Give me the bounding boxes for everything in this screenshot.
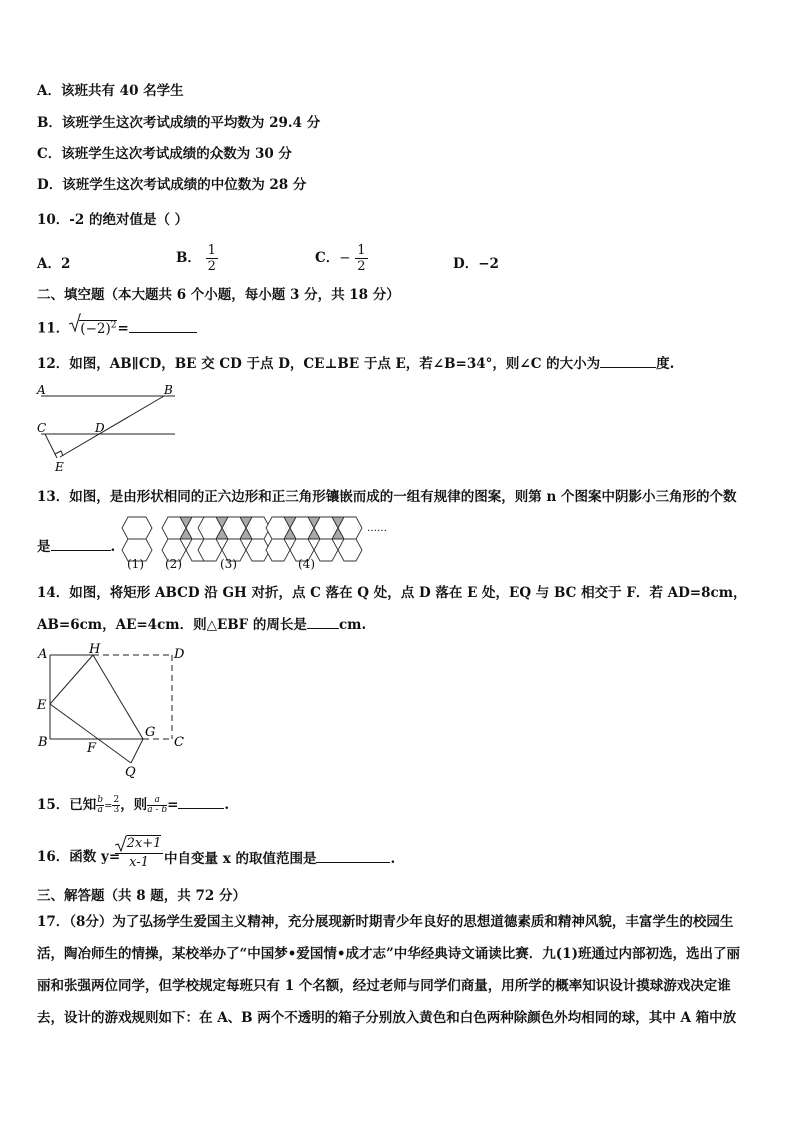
radicand-exponent: 2 (110, 320, 117, 330)
q16-rest (164, 848, 395, 868)
q10-option-b (176, 243, 218, 274)
q13-line2-tail: . (110, 539, 116, 555)
q16-head: 16．函数 y= (37, 849, 121, 865)
q16-tail: 中自变量 x 的取值范围是 (164, 851, 317, 867)
fraction-denominator: 3 (113, 805, 120, 815)
segment-eh (50, 655, 93, 704)
q15-tail: . (224, 797, 230, 813)
label-a: A (38, 647, 48, 662)
q9-option-c: C．该班学生这次考试成绩的众数为 30 分 (37, 146, 292, 162)
q14-text: 14．如图，将矩形 ABCD 沿 GH 对折，点 C 落在 Q 处，点 D 落在 E 处，EQ 与 BC 相交于 F．若 AD=8cm， (37, 585, 747, 601)
q15-answer-blank[interactable] (178, 794, 224, 809)
label-c: C (37, 421, 47, 435)
label-f: F (87, 741, 97, 756)
q13-line2-head: 是 (37, 539, 51, 555)
label-d: D (95, 421, 105, 435)
figure-label-1: (1) (127, 557, 144, 571)
radicand-base: (−2) (80, 320, 111, 337)
q11-number: 11． (37, 320, 70, 337)
q15-fraction-b-over-a (96, 796, 104, 815)
label-b: B (164, 383, 173, 397)
q10-option-b-fraction (206, 243, 218, 274)
fraction-denominator: 2 (357, 259, 366, 274)
line-be (60, 396, 164, 457)
fraction-denominator: 2 (207, 259, 216, 274)
q11-radical (69, 316, 117, 338)
q11-radicand (79, 320, 117, 337)
q15-head: 15．已知 (37, 797, 97, 813)
q12-text (37, 353, 674, 373)
q9-option-a: A．该班共有 40 名学生 (37, 83, 184, 99)
label-d: D (174, 647, 185, 662)
radical-sign-icon (115, 835, 127, 853)
radical-sign-icon (69, 313, 81, 333)
q10-option-a: A．2 (37, 256, 71, 272)
label-c: C (174, 735, 184, 750)
q15 (37, 794, 229, 816)
q17-line-2: 活，陶冶师生的情操，某校举办了“中国梦•爱国情•成才志”中华经典诗文诵读比赛．九(1)班通过内部初选，选出了丽 (37, 946, 740, 962)
q15-equals-small: = (104, 801, 113, 812)
fraction-denominator: a - b (147, 805, 168, 815)
q11-answer-blank[interactable] (129, 318, 197, 333)
section-2-heading: 二、填空题（本大题共 6 个小题，每小题 3 分，共 18 分） (37, 287, 400, 303)
fraction-denominator: a (97, 805, 103, 815)
label-h: H (89, 642, 101, 657)
q10-option-c-fraction (355, 243, 367, 274)
figure-label-3: (3) (220, 557, 237, 571)
q14-answer-blank[interactable] (307, 614, 339, 629)
fraction-numerator: 1 (207, 243, 216, 258)
q14-figure (33, 641, 193, 779)
label-b: B (38, 735, 48, 750)
q11-equals: = (117, 320, 129, 337)
section-3-heading: 三、解答题（共 8 题，共 72 分） (37, 888, 246, 904)
q16-end: . (390, 851, 396, 867)
segment-qg (131, 739, 143, 763)
q15-equals: = (167, 797, 179, 813)
q12-tail: 度. (656, 356, 675, 372)
ellipsis: …… (367, 523, 387, 534)
q16-denominator: x-1 (129, 855, 149, 870)
q17-line-4: 去，设计的游戏规则如下：在 A、B 两个不透明的箱子分别放入黄色和白色两种除颜色外均相同的球，其中 A 箱中放 (37, 1010, 737, 1026)
q10-option-b-label: B． (176, 250, 201, 266)
q10-option-d: D．−2 (453, 256, 499, 272)
fraction-numerator: b (97, 795, 104, 805)
label-q: Q (125, 765, 136, 779)
q13-figure-labels (127, 557, 387, 573)
figure-label-4: (4) (298, 557, 315, 571)
q14-line2 (37, 614, 366, 634)
label-g: G (145, 725, 156, 740)
q16-fraction (115, 835, 163, 872)
label-e: E (37, 698, 47, 713)
q9-option-b: B．该班学生这次考试成绩的平均数为 29.4 分 (37, 115, 321, 131)
q9-option-d: D．该班学生这次考试成绩的中位数为 28 分 (37, 177, 307, 193)
q11 (37, 316, 197, 338)
right-angle-mark (55, 451, 63, 456)
q10-option-c (315, 243, 368, 274)
q10-stem: 10．-2 的绝对值是（ ） (37, 212, 189, 228)
figure-label-2: (2) (165, 557, 182, 571)
label-e: E (55, 460, 64, 474)
q16-radicand: 2x+1 (126, 836, 162, 851)
q17-line-1: 17．（8分）为了弘扬学生爱国主义精神，充分展现新时期青少年良好的思想道德素质和精神风貌，丰富学生的校园生 (37, 914, 734, 930)
fraction-numerator: 1 (357, 243, 366, 258)
segment-hg (93, 655, 143, 739)
q12-stem: 12．如图，AB∥CD，BE 交 CD 于点 D，CE⊥BE 于点 E，若∠B=34°，则∠C 的大小为 (37, 356, 601, 372)
fraction-numerator: 2 (113, 795, 120, 805)
q16-answer-blank[interactable] (316, 848, 390, 863)
q15-mid: ，则 (120, 797, 148, 813)
q10-option-c-label: C． (315, 250, 340, 266)
hexagon (122, 517, 152, 539)
q17-line-3: 丽和张强两位同学，但学校规定每班只有 1 个名额，经过老师与同学们商量，用所学的概率知识设计摸球游戏决定谁 (37, 978, 731, 994)
q15-fraction-a-over-a-minus-b (147, 796, 167, 815)
q13-line2 (37, 536, 115, 556)
q12-figure (33, 382, 178, 474)
q16-numerator (115, 835, 163, 854)
minus-sign: − (339, 250, 351, 266)
q12-answer-blank[interactable] (600, 353, 656, 368)
q13-text: 13．如图，是由形状相同的正六边形和正三角形镶嵌而成的一组有规律的图案，则第 n 个图案中阴影小三角形的个数 (37, 489, 737, 505)
label-a: A (37, 383, 46, 397)
q14-line2-tail: cm. (338, 617, 367, 633)
fraction-numerator: a (147, 796, 167, 806)
q16 (37, 848, 120, 866)
q14-line2-head: AB=6cm，AE=4cm．则△EBF 的周长是 (37, 617, 307, 633)
q13-answer-blank[interactable] (51, 536, 111, 551)
